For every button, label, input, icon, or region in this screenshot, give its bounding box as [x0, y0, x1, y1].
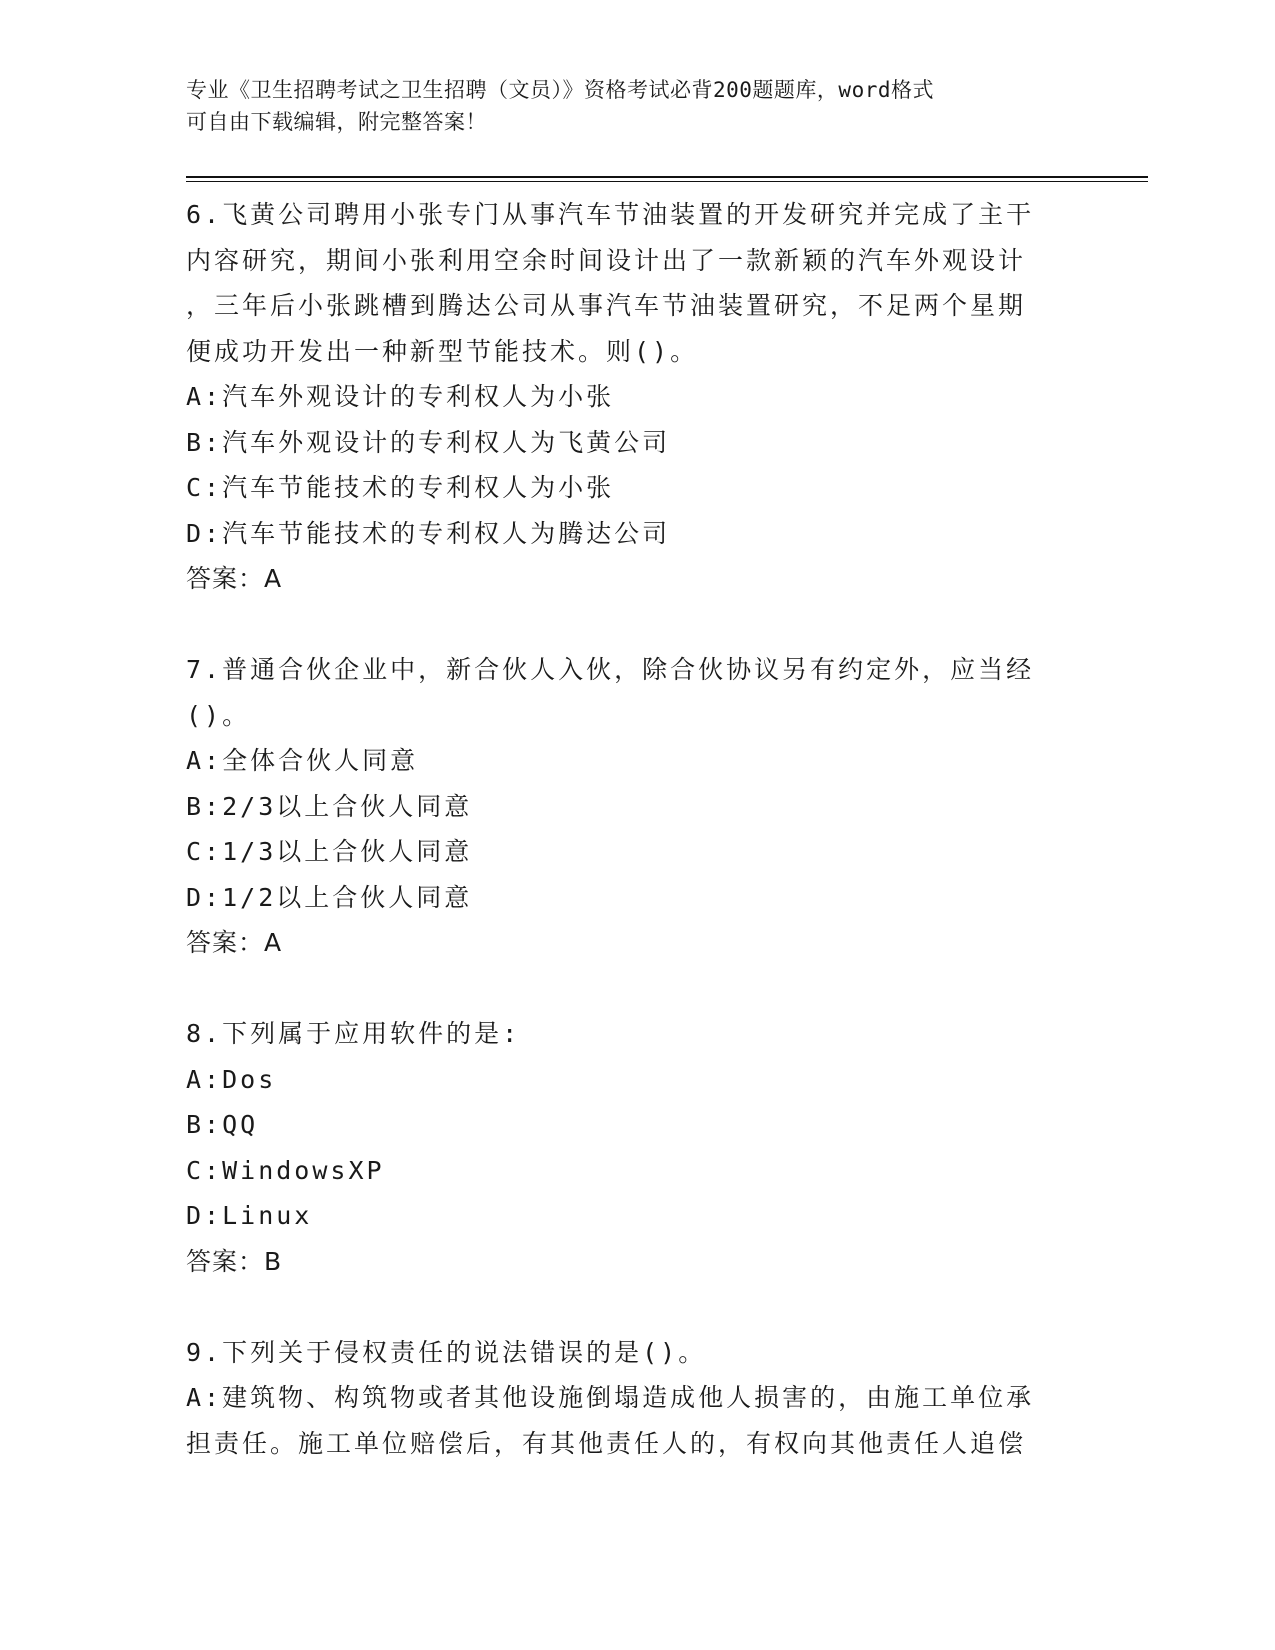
- question-stem-line: ，三年后小张跳槽到腾达公司从事汽车节油装置研究，不足两个星期: [186, 291, 1027, 320]
- answer-line: 答案：A: [186, 928, 283, 957]
- answer-line: 答案：B: [186, 1246, 283, 1276]
- option-a-continued: 担责任。施工单位赔偿后，有其他责任人的，有权向其他责任人追偿: [186, 1428, 1027, 1458]
- question-9: [186, 1330, 1076, 1467]
- option-d: D:Linux: [186, 1201, 313, 1230]
- question-spacer: [186, 1284, 1076, 1330]
- document-header: [186, 74, 1066, 138]
- question-stem-line: ()。: [186, 700, 251, 730]
- question-stem-line: 7.普通合伙企业中，新合伙人入伙，除合伙协议另有约定外，应当经: [186, 655, 1035, 684]
- option-c: C:汽车节能技术的专利权人为小张: [186, 473, 615, 502]
- question-stem-line: 9.下列关于侵权责任的说法错误的是()。: [186, 1337, 707, 1367]
- option-a: A:汽车外观设计的专利权人为小张: [186, 382, 615, 411]
- header-divider-thin: [186, 181, 1148, 182]
- option-b: B:2/3以上合伙人同意: [186, 791, 473, 821]
- question-list: [186, 192, 1076, 1466]
- option-a: A:建筑物、构筑物或者其他设施倒塌造成他人损害的，由施工单位承: [186, 1383, 1035, 1412]
- question-7: [186, 647, 1076, 966]
- option-b: B:汽车外观设计的专利权人为飞黄公司: [186, 427, 671, 457]
- question-stem-line: 8.下列属于应用软件的是:: [186, 1019, 521, 1048]
- option-a: A:Dos: [186, 1064, 277, 1094]
- header-line-1: 专业《卫生招聘考试之卫生招聘（文员）》资格考试必背200题题库，word格式: [186, 78, 934, 102]
- question-stem-line: 内容研究，期间小张利用空余时间设计出了一款新颖的汽车外观设计: [186, 245, 1027, 275]
- question-spacer: [186, 602, 1076, 648]
- option-b: B:QQ: [186, 1110, 259, 1139]
- question-8: [186, 1011, 1076, 1284]
- header-line-2: 可自由下载编辑，附完整答案！: [186, 110, 487, 134]
- option-c: C:1/3以上合伙人同意: [186, 837, 473, 866]
- option-a: A:全体合伙人同意: [186, 746, 419, 775]
- option-c: C:WindowsXP: [186, 1155, 385, 1185]
- answer-line: 答案：A: [186, 564, 283, 593]
- option-d: D:汽车节能技术的专利权人为腾达公司: [186, 518, 671, 548]
- question-spacer: [186, 966, 1076, 1012]
- question-6: [186, 192, 1076, 602]
- question-stem-line: 6.飞黄公司聘用小张专门从事汽车节油装置的开发研究并完成了主干: [186, 200, 1035, 229]
- header-divider-thick: [186, 176, 1148, 178]
- option-d: D:1/2以上合伙人同意: [186, 882, 473, 912]
- question-stem-line: 便成功开发出一种新型节能技术。则()。: [186, 336, 699, 366]
